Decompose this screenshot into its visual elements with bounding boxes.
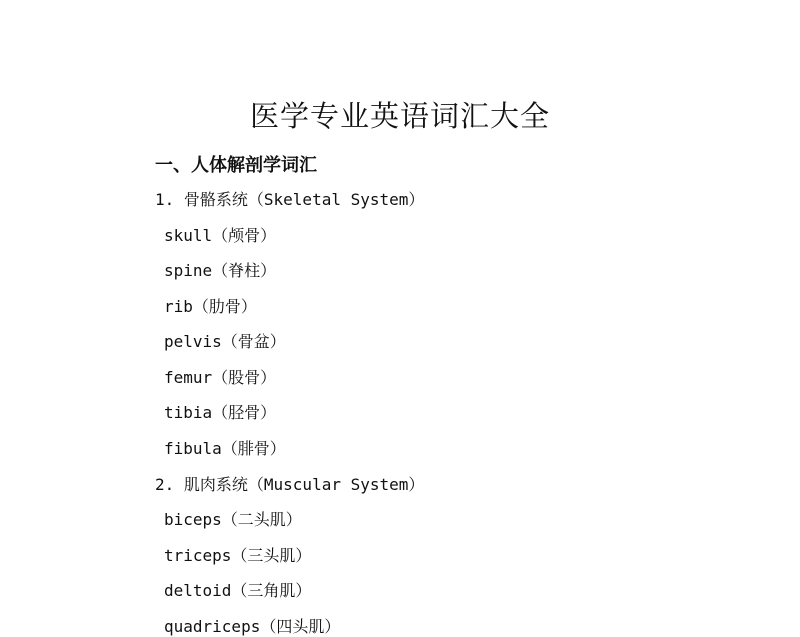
list-item: rib（肋骨） bbox=[164, 297, 257, 316]
subsection-heading-skeletal: 1. 骨骼系统（Skeletal System） bbox=[155, 190, 425, 209]
list-item: biceps（二头肌） bbox=[164, 510, 302, 529]
list-item: deltoid（三角肌） bbox=[164, 581, 312, 600]
list-item: quadriceps（四头肌） bbox=[164, 617, 341, 636]
section-heading: 一、人体解剖学词汇 bbox=[155, 155, 317, 176]
subsection-heading-muscular: 2. 肌肉系统（Muscular System） bbox=[155, 475, 425, 494]
list-item: spine（脊柱） bbox=[164, 261, 277, 280]
document-title: 医学专业英语词汇大全 bbox=[249, 99, 550, 133]
list-item: fibula（腓骨） bbox=[164, 439, 286, 458]
list-item: pelvis（骨盆） bbox=[164, 332, 286, 351]
list-item: triceps（三头肌） bbox=[164, 546, 312, 565]
list-item: skull（颅骨） bbox=[164, 226, 277, 245]
list-item: femur（股骨） bbox=[164, 368, 277, 387]
list-item: tibia（胫骨） bbox=[164, 403, 277, 422]
